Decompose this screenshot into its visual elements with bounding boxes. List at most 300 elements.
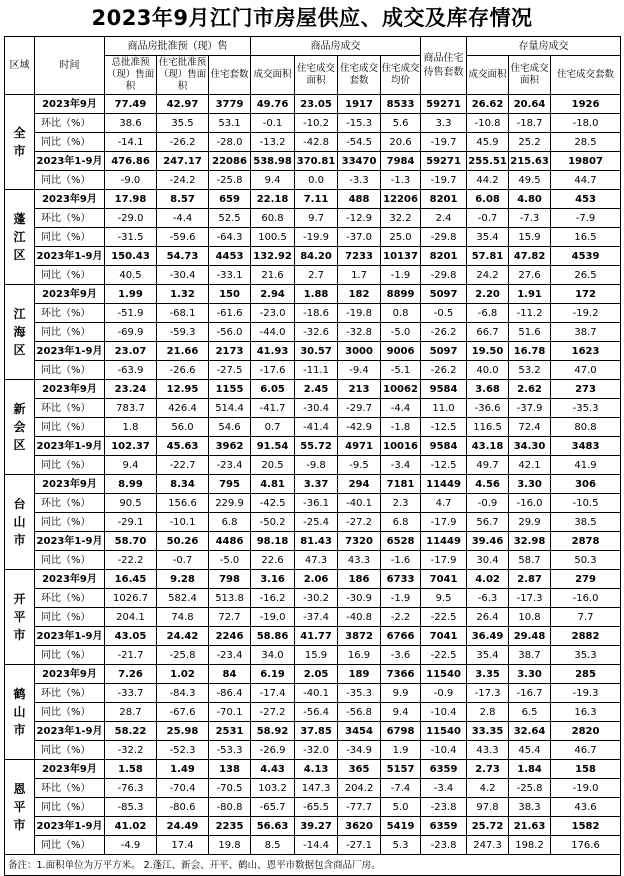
table-row	[5, 646, 621, 665]
data-cell: 35.3	[551, 646, 621, 665]
data-cell: 2246	[209, 627, 251, 646]
data-cell: -34.9	[338, 741, 381, 760]
period-label: 2023年9月	[35, 665, 105, 684]
data-cell: -17.6	[251, 361, 295, 380]
region-name: 全市	[5, 95, 35, 190]
data-cell: 52.5	[209, 209, 251, 228]
data-cell: 2173	[209, 342, 251, 361]
col-header: 成交面积	[467, 56, 509, 95]
data-cell: -56.0	[209, 323, 251, 342]
data-cell: 32.98	[509, 532, 551, 551]
data-cell: 16.5	[551, 228, 621, 247]
data-cell: 32.2	[381, 209, 421, 228]
data-cell: 255.51	[467, 152, 509, 171]
period-label: 2023年9月	[35, 285, 105, 304]
period-label: 2023年1-9月	[35, 817, 105, 836]
period-label: 2023年9月	[35, 570, 105, 589]
data-cell: -10.4	[421, 703, 467, 722]
data-cell: 132.92	[251, 247, 295, 266]
data-cell: 1926	[551, 95, 621, 114]
data-cell: 45.4	[509, 741, 551, 760]
data-cell: -44.0	[251, 323, 295, 342]
data-cell: 10.8	[509, 608, 551, 627]
data-cell: -9.0	[105, 171, 157, 190]
data-cell: -0.1	[251, 114, 295, 133]
period-label: 环比（%）	[35, 209, 105, 228]
data-cell: 1623	[551, 342, 621, 361]
data-cell: 273	[551, 380, 621, 399]
data-cell: 2531	[209, 722, 251, 741]
data-cell: 3779	[209, 95, 251, 114]
data-cell: 5.0	[381, 798, 421, 817]
data-cell: 4.02	[467, 570, 509, 589]
data-cell: 370.81	[295, 152, 338, 171]
data-cell: 32.64	[509, 722, 551, 741]
data-cell: -70.4	[157, 779, 209, 798]
data-cell: -27.2	[338, 513, 381, 532]
period-label: 2023年9月	[35, 95, 105, 114]
data-cell: 2.87	[509, 570, 551, 589]
data-cell: 6.8	[209, 513, 251, 532]
table-row	[5, 266, 621, 285]
period-label: 环比（%）	[35, 779, 105, 798]
data-cell: 116.5	[467, 418, 509, 437]
data-cell: 7.7	[551, 608, 621, 627]
header-region: 区域	[5, 37, 35, 95]
table-row	[5, 608, 621, 627]
table-row	[5, 323, 621, 342]
data-cell: 2.45	[295, 380, 338, 399]
data-cell: 27.6	[509, 266, 551, 285]
data-cell: 10016	[381, 437, 421, 456]
data-cell: -27.5	[209, 361, 251, 380]
data-cell: -68.1	[157, 304, 209, 323]
data-cell: 56.7	[467, 513, 509, 532]
data-cell: -26.9	[251, 741, 295, 760]
data-cell: -1.3	[381, 171, 421, 190]
data-cell: -35.3	[338, 684, 381, 703]
data-cell: -19.7	[421, 171, 467, 190]
data-cell: 20.5	[251, 456, 295, 475]
data-cell: -22.7	[157, 456, 209, 475]
table-row	[5, 380, 621, 399]
data-cell: -0.9	[467, 494, 509, 513]
data-cell: -40.1	[295, 684, 338, 703]
data-cell: 25.98	[157, 722, 209, 741]
data-cell: 306	[551, 475, 621, 494]
data-cell: -14.4	[295, 836, 338, 855]
data-cell: -0.7	[467, 209, 509, 228]
data-cell: 57.81	[467, 247, 509, 266]
data-cell: 33.35	[467, 722, 509, 741]
data-cell: -0.5	[421, 304, 467, 323]
data-cell: 215.63	[509, 152, 551, 171]
period-label: 2023年9月	[35, 380, 105, 399]
table-row	[5, 95, 621, 114]
data-cell: -23.8	[421, 798, 467, 817]
data-cell: 453	[551, 190, 621, 209]
data-cell: 19.50	[467, 342, 509, 361]
data-cell: 514.4	[209, 399, 251, 418]
data-cell: 21.6	[251, 266, 295, 285]
header-deal-group: 商品房成交	[251, 37, 421, 56]
data-cell: 54.6	[209, 418, 251, 437]
data-cell: 5419	[381, 817, 421, 836]
data-cell: 38.7	[551, 323, 621, 342]
data-cell: 2.05	[295, 665, 338, 684]
period-label: 环比（%）	[35, 494, 105, 513]
data-cell: 24.49	[157, 817, 209, 836]
data-cell: -29.1	[105, 513, 157, 532]
data-cell: -30.9	[338, 589, 381, 608]
data-cell: 22.18	[251, 190, 295, 209]
col-header: 成交面积	[251, 56, 295, 95]
data-cell: 9.4	[105, 456, 157, 475]
data-cell: -24.2	[157, 171, 209, 190]
data-cell: -30.4	[157, 266, 209, 285]
data-cell: 17.4	[157, 836, 209, 855]
data-cell: -19.8	[338, 304, 381, 323]
period-label: 同比（%）	[35, 551, 105, 570]
data-cell: 30.57	[295, 342, 338, 361]
data-cell: 1.84	[509, 760, 551, 779]
data-cell: 0.0	[295, 171, 338, 190]
period-label: 环比（%）	[35, 114, 105, 133]
period-label: 同比（%）	[35, 513, 105, 532]
table-row	[5, 228, 621, 247]
period-label: 同比（%）	[35, 323, 105, 342]
data-cell: -26.6	[157, 361, 209, 380]
data-cell: -65.7	[251, 798, 295, 817]
data-cell: 4.80	[509, 190, 551, 209]
table-row	[5, 570, 621, 589]
data-cell: 49.7	[467, 456, 509, 475]
data-cell: 2.3	[381, 494, 421, 513]
data-cell: 53.2	[509, 361, 551, 380]
data-cell: -18.6	[295, 304, 338, 323]
data-cell: -28.0	[209, 133, 251, 152]
data-cell: -59.6	[157, 228, 209, 247]
period-label: 同比（%）	[35, 456, 105, 475]
data-cell: -12.5	[421, 456, 467, 475]
data-cell: 2.8	[467, 703, 509, 722]
data-cell: 1.58	[105, 760, 157, 779]
data-cell: 3454	[338, 722, 381, 741]
data-cell: 20.64	[509, 95, 551, 114]
data-cell: 45.63	[157, 437, 209, 456]
data-cell: 47.3	[295, 551, 338, 570]
data-cell: 56.63	[251, 817, 295, 836]
data-cell: 4.81	[251, 475, 295, 494]
data-cell: 9.9	[381, 684, 421, 703]
region-name: 江海区	[5, 285, 35, 380]
data-cell: -13.2	[251, 133, 295, 152]
table-row	[5, 741, 621, 760]
data-cell: 21.66	[157, 342, 209, 361]
data-cell: 1.88	[295, 285, 338, 304]
data-cell: -70.1	[209, 703, 251, 722]
data-cell: 50.26	[157, 532, 209, 551]
data-cell: 74.8	[157, 608, 209, 627]
data-cell: 795	[209, 475, 251, 494]
table-row	[5, 133, 621, 152]
data-cell: 55.72	[295, 437, 338, 456]
table-row	[5, 494, 621, 513]
data-cell: 2.73	[467, 760, 509, 779]
period-label: 2023年9月	[35, 475, 105, 494]
data-cell: -4.4	[157, 209, 209, 228]
period-label: 2023年1-9月	[35, 532, 105, 551]
period-label: 同比（%）	[35, 608, 105, 627]
header-stock: 商品住宅待售套数	[421, 37, 467, 95]
data-cell: 582.4	[157, 589, 209, 608]
table-row	[5, 760, 621, 779]
data-cell: -10.1	[157, 513, 209, 532]
data-cell: -12.5	[421, 418, 467, 437]
data-cell: 43.18	[467, 437, 509, 456]
data-cell: 9.7	[295, 209, 338, 228]
col-header: 住宅批准预（现）售面积	[157, 56, 209, 95]
period-label: 同比（%）	[35, 228, 105, 247]
table-row	[5, 304, 621, 323]
period-label: 2023年9月	[35, 190, 105, 209]
data-cell: 1917	[338, 95, 381, 114]
data-cell: -67.6	[157, 703, 209, 722]
data-cell: -16.2	[251, 589, 295, 608]
data-cell: 72.4	[509, 418, 551, 437]
table-row	[5, 703, 621, 722]
data-cell: 2.62	[509, 380, 551, 399]
data-cell: 22086	[209, 152, 251, 171]
data-cell: 7041	[421, 627, 467, 646]
data-cell: 7181	[381, 475, 421, 494]
data-cell: -27.1	[338, 836, 381, 855]
data-cell: 182	[338, 285, 381, 304]
data-cell: -0.7	[157, 551, 209, 570]
data-cell: 9006	[381, 342, 421, 361]
data-cell: -16.0	[551, 589, 621, 608]
data-cell: -1.9	[381, 589, 421, 608]
data-cell: -22.5	[421, 608, 467, 627]
data-cell: -56.8	[338, 703, 381, 722]
data-cell: -10.8	[467, 114, 509, 133]
data-cell: -1.6	[381, 551, 421, 570]
data-cell: 6.08	[467, 190, 509, 209]
data-cell: -35.3	[551, 399, 621, 418]
period-label: 同比（%）	[35, 836, 105, 855]
data-cell: -32.0	[295, 741, 338, 760]
col-header: 住宅成交面积	[295, 56, 338, 95]
data-cell: 41.9	[551, 456, 621, 475]
data-cell: 0.7	[251, 418, 295, 437]
data-cell: 37.85	[295, 722, 338, 741]
period-label: 环比（%）	[35, 589, 105, 608]
data-cell: 8.57	[157, 190, 209, 209]
data-cell: 6359	[421, 760, 467, 779]
data-cell: -9.4	[338, 361, 381, 380]
data-cell: -25.4	[295, 513, 338, 532]
header-existing-group: 存量房成交	[467, 37, 621, 56]
data-cell: -7.3	[509, 209, 551, 228]
report-title: 2023年9月江门市房屋供应、成交及库存情况	[91, 6, 533, 30]
data-cell: -25.8	[509, 779, 551, 798]
data-cell: 7.11	[295, 190, 338, 209]
data-cell: 12206	[381, 190, 421, 209]
region-name: 新会区	[5, 380, 35, 475]
col-header: 住宅成交均价	[381, 56, 421, 95]
data-cell: 2882	[551, 627, 621, 646]
data-cell: 35.4	[467, 646, 509, 665]
data-cell: -3.6	[381, 646, 421, 665]
data-cell: 4453	[209, 247, 251, 266]
data-cell: 189	[338, 665, 381, 684]
data-cell: -51.9	[105, 304, 157, 323]
data-cell: 21.63	[509, 817, 551, 836]
data-cell: 1.9	[381, 741, 421, 760]
period-label: 2023年1-9月	[35, 437, 105, 456]
data-cell: 11540	[421, 665, 467, 684]
data-cell: 2878	[551, 532, 621, 551]
data-cell: 20.6	[381, 133, 421, 152]
col-header: 住宅成交套数	[338, 56, 381, 95]
data-cell: -61.6	[209, 304, 251, 323]
data-cell: 16.78	[509, 342, 551, 361]
col-header: 住宅成交面积	[509, 56, 551, 95]
data-cell: 84.20	[295, 247, 338, 266]
data-cell: -5.0	[381, 323, 421, 342]
data-cell: 29.9	[509, 513, 551, 532]
table-row	[5, 684, 621, 703]
table-row	[5, 779, 621, 798]
data-cell: 25.72	[467, 817, 509, 836]
data-cell: 9.4	[251, 171, 295, 190]
data-cell: 186	[338, 570, 381, 589]
data-cell: -53.3	[209, 741, 251, 760]
data-cell: -29.7	[338, 399, 381, 418]
data-cell: -19.3	[551, 684, 621, 703]
col-header: 住宅套数	[209, 56, 251, 95]
data-cell: 26.4	[467, 608, 509, 627]
data-cell: -29.8	[421, 266, 467, 285]
data-cell: 16.45	[105, 570, 157, 589]
period-label: 同比（%）	[35, 741, 105, 760]
data-cell: -77.7	[338, 798, 381, 817]
period-label: 同比（%）	[35, 361, 105, 380]
data-cell: -23.0	[251, 304, 295, 323]
data-cell: 3.30	[509, 475, 551, 494]
data-cell: -19.7	[421, 133, 467, 152]
data-cell: 4.7	[421, 494, 467, 513]
table-row	[5, 817, 621, 836]
data-cell: 8201	[421, 190, 467, 209]
data-cell: -59.3	[157, 323, 209, 342]
data-cell: 16.3	[551, 703, 621, 722]
data-cell: 7233	[338, 247, 381, 266]
data-cell: -19.0	[251, 608, 295, 627]
data-cell: -4.4	[381, 399, 421, 418]
period-label: 2023年1-9月	[35, 342, 105, 361]
data-cell: -3.4	[421, 779, 467, 798]
data-cell: 6359	[421, 817, 467, 836]
table-row	[5, 342, 621, 361]
data-cell: 3483	[551, 437, 621, 456]
data-cell: -25.8	[157, 646, 209, 665]
data-cell: -50.2	[251, 513, 295, 532]
data-cell: 4539	[551, 247, 621, 266]
data-cell: 12.95	[157, 380, 209, 399]
data-cell: 5097	[421, 285, 467, 304]
data-cell: 5.3	[381, 836, 421, 855]
data-cell: 4.43	[251, 760, 295, 779]
data-cell: 90.5	[105, 494, 157, 513]
data-cell: -7.4	[381, 779, 421, 798]
data-cell: 8533	[381, 95, 421, 114]
data-cell: -21.7	[105, 646, 157, 665]
data-cell: -0.9	[421, 684, 467, 703]
data-cell: 16.9	[338, 646, 381, 665]
header-approval-group: 商品房批准预（现）售	[105, 37, 251, 56]
data-cell: -17.3	[467, 684, 509, 703]
data-cell: -31.5	[105, 228, 157, 247]
data-cell: 150.43	[105, 247, 157, 266]
data-cell: 3.16	[251, 570, 295, 589]
data-cell: 147.3	[295, 779, 338, 798]
data-cell: 279	[551, 570, 621, 589]
region-name: 开平市	[5, 570, 35, 665]
data-cell: 1026.7	[105, 589, 157, 608]
region-name: 蓬江区	[5, 190, 35, 285]
data-cell: 659	[209, 190, 251, 209]
data-cell: -52.3	[157, 741, 209, 760]
data-cell: -1.9	[381, 266, 421, 285]
data-cell: 488	[338, 190, 381, 209]
data-cell: -10.2	[295, 114, 338, 133]
table-row	[5, 532, 621, 551]
data-cell: -6.3	[467, 589, 509, 608]
data-cell: 25.2	[509, 133, 551, 152]
data-cell: -36.1	[295, 494, 338, 513]
table-row	[5, 665, 621, 684]
table-row	[5, 171, 621, 190]
period-label: 2023年1-9月	[35, 722, 105, 741]
data-cell: 198.2	[509, 836, 551, 855]
data-cell: -5.1	[381, 361, 421, 380]
data-cell: 11449	[421, 532, 467, 551]
data-cell: 43.3	[467, 741, 509, 760]
data-cell: -32.6	[295, 323, 338, 342]
period-label: 同比（%）	[35, 171, 105, 190]
data-cell: 19807	[551, 152, 621, 171]
data-cell: 19.8	[209, 836, 251, 855]
table-row	[5, 551, 621, 570]
data-cell: -1.8	[381, 418, 421, 437]
data-cell: -22.5	[421, 646, 467, 665]
data-cell: 6.8	[381, 513, 421, 532]
data-cell: 6.19	[251, 665, 295, 684]
data-cell: 15.9	[509, 228, 551, 247]
data-cell: 43.6	[551, 798, 621, 817]
data-cell: -12.9	[338, 209, 381, 228]
data-cell: -11.1	[295, 361, 338, 380]
table-row	[5, 722, 621, 741]
data-cell: 11.0	[421, 399, 467, 418]
data-cell: 7366	[381, 665, 421, 684]
data-cell: -86.4	[209, 684, 251, 703]
data-cell: 49.76	[251, 95, 295, 114]
period-label: 环比（%）	[35, 304, 105, 323]
data-cell: 0.8	[381, 304, 421, 323]
data-cell: 10062	[381, 380, 421, 399]
